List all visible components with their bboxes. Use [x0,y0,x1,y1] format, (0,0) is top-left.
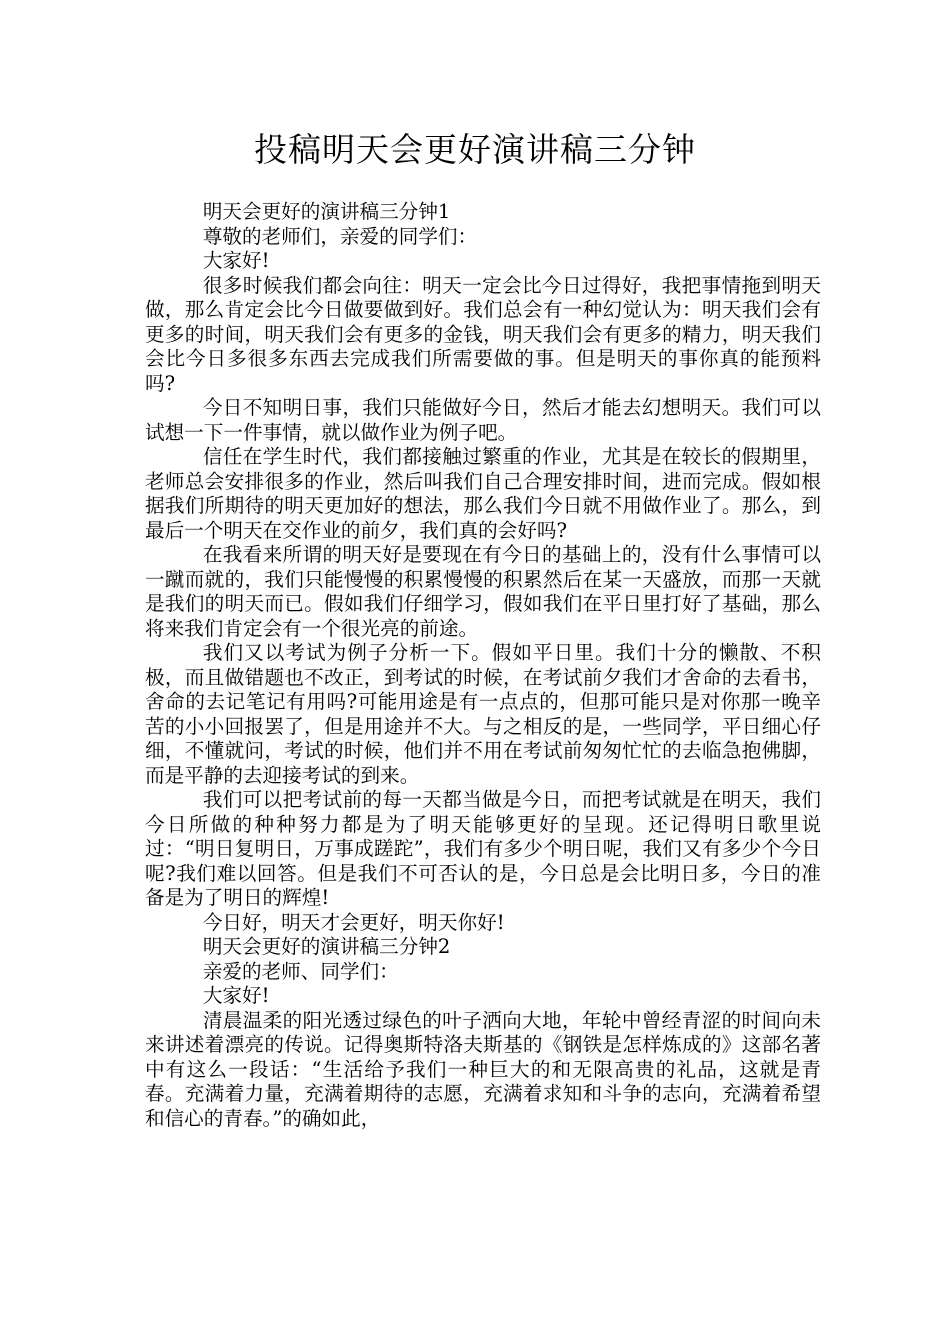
paragraph: 大家好! [202,249,270,272]
document-title: 投稿明天会更好演讲稿三分钟 [254,130,696,169]
paragraph: 清晨温柔的阳光透过绿色的叶子洒向大地，年轮中曾经青涩的时间向未来讲述着漂亮的传说。记得奥斯特洛夫斯基的《钢铁是怎样炼成的》这部名著中有这么一段话：“生活给予我们一种巨大的和无限高贵的礼品，这就是青春。充满着力量，充满着期待的志愿，充满着求知和斗争的志向，充满着希望和信心的青春。”的确如此， [145,1008,821,1130]
paragraph: 很多时候我们都会向往：明天一定会比今日过得好，我把事情拖到明天做，那么肯定会比今日做要做到好。我们总会有一种幻觉认为：明天我们会有更多的时间，明天我们会有更多的金钱，明天我们会有更多的精力，明天我们会比今日多很多东西去完成我们所需要做的事。但是明天的事你真的能预料吗? [145,273,821,395]
paragraph: 在我看来所谓的明天好是要现在有今日的基础上的，没有什么事情可以一蹴而就的，我们只能慢慢的积累慢慢的积累然后在某一天盛放，而那一天就是我们的明天而已。假如我们仔细学习，假如我们在平日里打好了基础，那么将来我们肯定会有一个很光亮的前途。 [145,543,821,640]
paragraph: 明天会更好的演讲稿三分钟1 [202,200,451,223]
document-body [145,200,821,1131]
paragraph: 今日好，明天才会更好，明天你好! [202,910,505,934]
paragraph: 亲爱的老师、同学们： [202,959,399,983]
paragraph: 我们又以考试为例子分析一下。假如平日里。我们十分的懒散、不积极，而且做错题也不改正，到考试的时候，在考试前夕我们才舍命的去看书，舍命的去记笔记有用吗?可能用途是有一点点的，但那可能只是对你那一晚辛苦的小小回报罢了，但是用途并不大。与之相反的是，一些同学，平日细心仔细，不懂就问，考试的时候，他们并不用在考试前匆匆忙忙的去临急抱佛脚，而是平静的去迎接考试的到来。 [145,641,821,787]
paragraph: 明天会更好的演讲稿三分钟2 [202,935,451,958]
paragraph: 尊敬的老师们，亲爱的同学们： [202,224,478,248]
paragraph: 今日不知明日事，我们只能做好今日，然后才能去幻想明天。我们可以试想一下一件事情，就以做作业为例子吧。 [145,396,821,444]
paragraph: 我们可以把考试前的每一天都当做是今日，而把考试就是在明天，我们今日所做的种种努力都是为了明天能够更好的呈现。还记得明日歌里说过：“明日复明日，万事成蹉跎”，我们有多少个明日呢，我们又有多少个今日呢?我们难以回答。但是我们不可否认的是，今日总是会比明日多，今日的准备是为了明日的辉煌! [145,788,821,909]
paragraph: 信任在学生时代，我们都接触过繁重的作业，尤其是在较长的假期里，老师总会安排很多的作业，然后叫我们自己合理安排时间，进而完成。假如根据我们所期待的明天更加好的想法，那么我们今日就不用做作业了。那么，到最后一个明天在交作业的前夕，我们真的会好吗? [145,445,821,542]
paragraph: 大家好! [202,984,270,1007]
